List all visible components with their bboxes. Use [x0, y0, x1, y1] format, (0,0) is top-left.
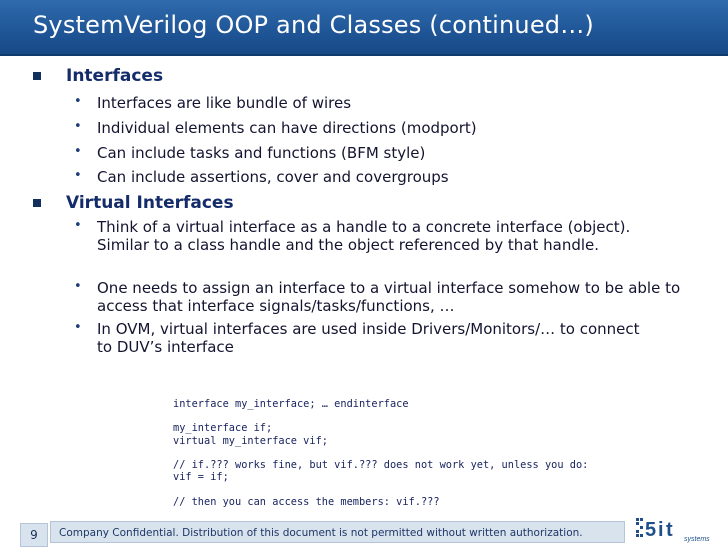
bullet-item: One needs to assign an interface to a virtual interface somehow to be able to access that interface signals/tasks/functions, … — [97, 279, 681, 315]
svg-text:5: 5 — [645, 519, 657, 541]
bullet-icon: • — [74, 144, 82, 159]
section-heading: Interfaces — [66, 66, 164, 86]
bullet-item: In OVM, virtual interfaces are used inside Drivers/Monitors/… to connect to DUV’s interface — [97, 320, 640, 356]
svg-text:systems: systems — [684, 536, 710, 543]
bullet-item: Individual elements can have directions (modport) — [97, 119, 477, 137]
bullet-item: Think of a virtual interface as a handle to a concrete interface (object). Similar to a class handle and the object referenced by that handle. — [97, 218, 631, 254]
bullet-icon: • — [74, 279, 82, 294]
bullet-icon: • — [74, 168, 82, 183]
bullet-icon: • — [74, 119, 82, 134]
svg-text:t: t — [666, 519, 673, 541]
bullet-icon: • — [74, 94, 82, 109]
page-number: 9 — [20, 523, 48, 547]
section-bullet-icon — [33, 199, 41, 207]
bullet-item: Can include assertions, cover and covergroups — [97, 168, 449, 186]
slide-title: SystemVerilog OOP and Classes (continued…) — [33, 11, 594, 39]
bullet-icon: • — [74, 218, 82, 233]
section-bullet-icon — [33, 72, 41, 80]
confidentiality-notice: Company Confidential. Distribution of this document is not permitted without written authorization. — [50, 521, 625, 543]
code-block: interface my_interface; … endinterface my_interface if; virtual my_interface vif; // if.??? works fine, but vif.??? does not work yet, unless you do: vif = if; // then you can access the members: vif.??? — [173, 398, 589, 508]
bullet-item: Can include tasks and functions (BFM style) — [97, 144, 426, 162]
section-heading: Virtual Interfaces — [66, 193, 234, 213]
svg-text:i: i — [658, 519, 664, 541]
title-bar — [0, 0, 728, 56]
company-logo — [634, 514, 716, 544]
bullet-icon: • — [74, 320, 82, 335]
bullet-item: Interfaces are like bundle of wires — [97, 94, 352, 112]
